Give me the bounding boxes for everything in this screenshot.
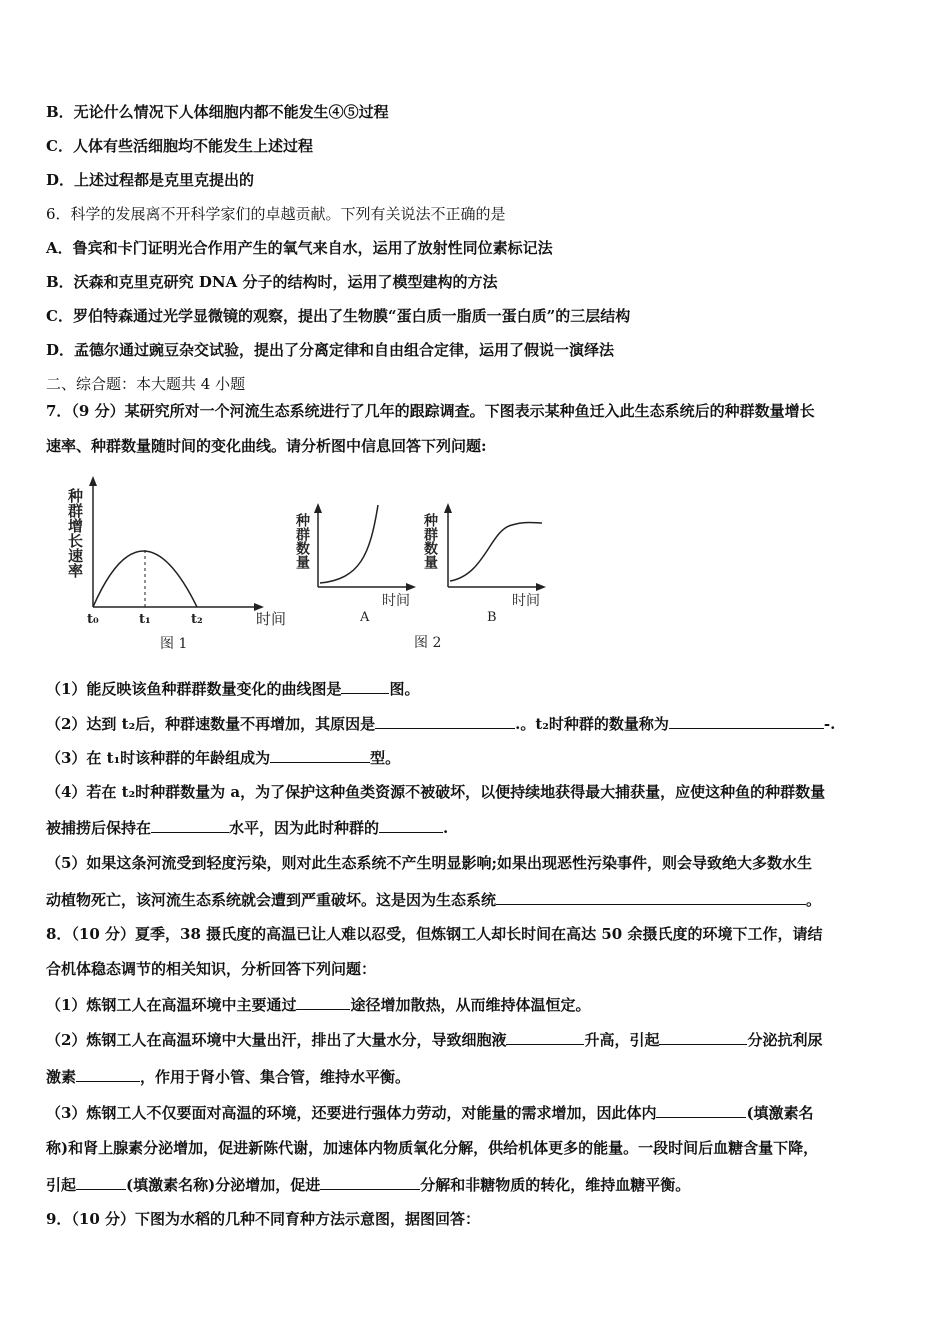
- fig2b-curve-s: [450, 523, 542, 582]
- option-b-prev: B．无论什么情况下人体细胞内都不能发生④⑤过程: [46, 103, 389, 121]
- q6-stem: 6．科学的发展离不开科学家们的卓越贡献。下列有关说法不正确的是: [46, 205, 506, 223]
- fig2a-ylabel: 种群数量: [294, 513, 310, 569]
- fig2b-ylabel: 种群数量: [422, 513, 438, 569]
- q6-option-b: B．沃森和克里克研究 DNA 分子的结构时，运用了模型建构的方法: [46, 273, 498, 291]
- q8-part2-line1: [46, 1029, 822, 1050]
- answer-blank[interactable]: [659, 1029, 747, 1045]
- q6-option-d: D．孟德尔通过豌豆杂交试验，提出了分离定律和自由组合定律，运用了假说一演绎法: [46, 341, 615, 359]
- fig2b-xlabel: 时间: [512, 593, 540, 609]
- q8-stem-line1: 8．（10 分）夏季，38 摄氏度的高温已让人难以忍受，但炼钢工人却长时间在高达 50 余摄氏度的环境下工作，请结: [46, 925, 823, 943]
- q8-part3-text: （3）炼钢工人不仅要面对高温的环境，还要进行强体力劳动，对能量的需求增加，因此体内: [46, 1104, 657, 1122]
- q7-part4-line1: （4）若在 t₂时种群数量为 a，为了保护这种鱼类资源不被破坏，以便持续地获得最大捕获量，应使这种鱼的种群数量: [46, 783, 826, 801]
- fig2a-xlabel: 时间: [382, 593, 410, 609]
- fig1-y-arrow: [89, 476, 97, 486]
- figure-2-population: [290, 495, 560, 660]
- q7-part2-mid: .。t₂时种群的数量称为: [515, 715, 669, 733]
- answer-blank[interactable]: [379, 817, 443, 833]
- q8-part1-end: 途径增加散热，从而维持体温恒定。: [350, 996, 591, 1014]
- answer-blank[interactable]: [320, 1174, 420, 1190]
- fig1-t2-label: t₂: [191, 612, 203, 627]
- answer-blank[interactable]: [656, 1102, 746, 1118]
- q7-part4-mid: 水平，因为此时种群的: [229, 819, 380, 837]
- answer-blank[interactable]: [76, 1174, 126, 1190]
- q7-part5-end: 。: [806, 891, 822, 909]
- answer-blank[interactable]: [375, 713, 515, 729]
- answer-blank[interactable]: [270, 747, 370, 763]
- fig2a-y-arrow: [314, 503, 322, 513]
- fig2-label-a: A: [360, 610, 370, 625]
- q7-part3: [46, 747, 400, 768]
- answer-blank[interactable]: [296, 994, 350, 1010]
- fig1-t1-label: t₁: [139, 612, 151, 627]
- q8-part3-tail: 分解和非糖物质的转化，维持血糖平衡。: [420, 1176, 691, 1194]
- fig1-t0-label: t₀: [87, 612, 99, 627]
- fig2-label-b: B: [487, 610, 497, 625]
- fig2b-x-arrow: [536, 583, 546, 591]
- answer-blank[interactable]: [496, 889, 806, 905]
- q7-part5-text: 动植物死亡，该河流生态系统就会遭到严重破坏。这是因为生态系统: [46, 891, 497, 909]
- q8-part3-cause: 引起: [46, 1176, 77, 1194]
- fig1-ylabel-text: 种群增长速率: [66, 488, 84, 578]
- fig2a-curve-j: [320, 505, 378, 583]
- q7-part1-text: （1）能反映该鱼种群群数量变化的曲线图是: [46, 680, 342, 698]
- answer-blank[interactable]: [341, 678, 389, 694]
- fig1-caption: 图 1: [160, 636, 188, 652]
- q7-part5-line2: [46, 889, 821, 910]
- q7-part5-line1: （5）如果这条河流受到轻度污染，则对此生态系统不产生明显影响;如果出现恶性污染事件，则会导致绝大多数水生: [46, 854, 812, 872]
- option-c-prev: C．人体有些活细胞均不能发生上述过程: [46, 137, 313, 155]
- fig2b-y-arrow: [444, 503, 452, 513]
- q8-part3-end: (填激素名: [746, 1104, 814, 1122]
- option-d-prev: D．上述过程都是克里克提出的: [46, 171, 255, 189]
- figure-1-growth-rate: [60, 470, 300, 660]
- q7-stem-line1: 7．（9 分）某研究所对一个河流生态系统进行了几年的跟踪调查。下图表示某种鱼迁入此生态系统后的种群数量增长: [46, 402, 815, 420]
- q8-part2-line2: [46, 1066, 410, 1087]
- q7-stem-line2: 速率、种群数量随时间的变化曲线。请分析图中信息回答下列问题:: [46, 437, 487, 455]
- fig1-ylabel: [66, 487, 84, 579]
- q8-part1: [46, 994, 590, 1015]
- q7-part4-end: .: [443, 819, 449, 837]
- q7-part2-text: （2）达到 t₂后，种群速数量不再增加，其原因是: [46, 715, 376, 733]
- q8-part2-mid: 升高，引起: [584, 1031, 660, 1049]
- answer-blank[interactable]: [506, 1029, 584, 1045]
- q8-part2-hormone: 激素: [46, 1068, 77, 1086]
- q8-stem-line2: 合机体稳态调节的相关知识，分析回答下列问题：: [46, 960, 377, 978]
- q7-part1-end: 图。: [389, 680, 420, 698]
- q7-part1: [46, 678, 419, 699]
- q8-part3-line3: [46, 1174, 690, 1195]
- q8-part2-text: （2）炼钢工人在高温环境中大量出汗，排出了大量水分，导致细胞液: [46, 1031, 507, 1049]
- q7-part4-text: 被捕捞后保持在: [46, 819, 152, 837]
- fig2a-x-arrow: [406, 583, 416, 591]
- q8-part2-tail: ，作用于肾小管、集合管，维持水平衡。: [140, 1068, 411, 1086]
- q8-part2-end: 分泌抗利尿: [747, 1031, 823, 1049]
- q8-part3-line1: [46, 1102, 814, 1123]
- answer-blank[interactable]: [151, 817, 229, 833]
- q8-part3-mid: (填激素名称)分泌增加，促进: [126, 1176, 321, 1194]
- q7-part3-end: 型。: [370, 749, 401, 767]
- answer-blank[interactable]: [669, 713, 824, 729]
- q7-part2: [46, 713, 835, 734]
- section-heading: 二、综合题：本大题共 4 小题: [46, 375, 246, 393]
- q9-stem: 9．（10 分）下图为水稻的几种不同育种方法示意图，据图回答：: [46, 1210, 481, 1228]
- q6-option-a: A．鲁宾和卡门证明光合作用产生的氧气来自水，运用了放射性同位素标记法: [46, 239, 553, 257]
- q8-part3-line2: 称)和肾上腺素分泌增加，促进新陈代谢，加速体内物质氧化分解，供给机体更多的能量。一段时间后血糖含量下降，: [46, 1139, 819, 1157]
- fig2-caption: 图 2: [414, 635, 442, 651]
- q7-part3-text: （3）在 t₁时该种群的年龄组成为: [46, 749, 271, 767]
- q8-part1-text: （1）炼钢工人在高温环境中主要通过: [46, 996, 297, 1014]
- q7-part2-end: -.: [823, 715, 836, 733]
- fig1-xlabel: 时间: [256, 610, 287, 628]
- q7-part4-line2: [46, 817, 448, 838]
- answer-blank[interactable]: [76, 1066, 140, 1082]
- q6-option-c: C．罗伯特森通过光学显微镜的观察，提出了生物膜“蛋白质一脂质一蛋白质”的三层结构: [46, 307, 631, 325]
